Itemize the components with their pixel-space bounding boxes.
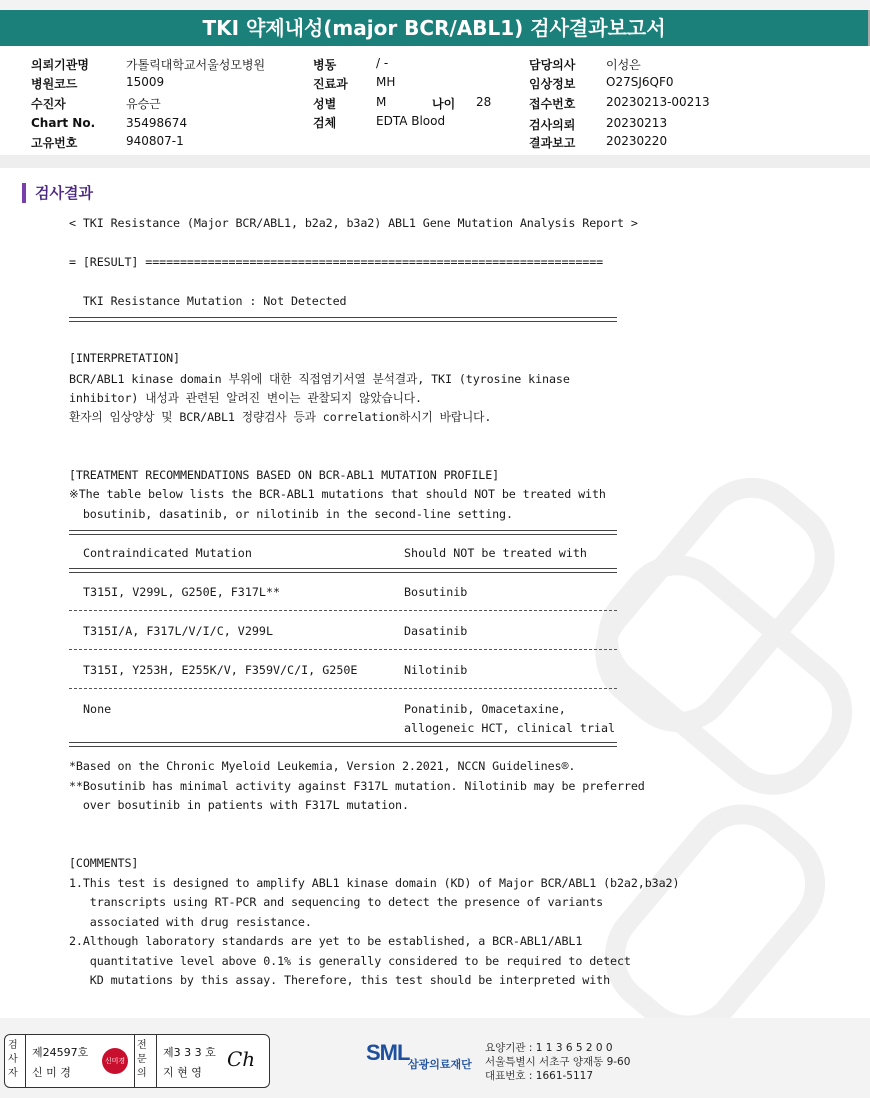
signature: Ch xyxy=(227,1047,256,1071)
info-label: 병동 xyxy=(313,58,337,72)
interpretation-line: BCR/ABL1 kinase domain 부위에 대한 직접염기서열 분석결과, TKI (tyrosine kinase xyxy=(69,372,570,386)
footnote: *Based on the Chronic Myeloid Leukemia, Version 2.2021, NCCN Guidelines®. xyxy=(69,759,576,773)
table-cell-drug: Dasatinib xyxy=(404,624,468,638)
info-label: 성별 xyxy=(313,97,337,111)
info-label: 임상정보 xyxy=(529,77,576,91)
inspector-license: 제24597호 xyxy=(32,1046,89,1059)
table-cell-mutation: None xyxy=(83,702,112,716)
rule xyxy=(69,530,617,535)
info-label: 의뢰기관명 xyxy=(31,58,89,72)
table-cell-drug: allogeneic HCT, clinical trial xyxy=(404,721,616,735)
inspector-name: 신 미 경 xyxy=(32,1066,71,1079)
info-label: 진료과 xyxy=(313,77,348,91)
comment-line: transcripts using RT-PCR and sequencing to detect the presence of variants xyxy=(69,895,604,909)
comment-line: KD mutations by this assay. Therefore, this test should be interpreted with xyxy=(69,973,611,987)
footnote: over bosutinib in patients with F317L mutation. xyxy=(69,798,409,812)
inspector-label: 검사자 xyxy=(8,1040,18,1079)
sml-logo: SML xyxy=(366,1040,410,1065)
divider xyxy=(25,1035,26,1087)
info-value: 35498674 xyxy=(126,116,188,130)
table-cell-drug: Nilotinib xyxy=(404,663,468,677)
specialist-label: 전문의 xyxy=(137,1040,147,1079)
info-value: 20230213-00213 xyxy=(606,95,710,109)
rule xyxy=(69,610,617,611)
table-header: Should NOT be treated with xyxy=(404,546,587,560)
result-line: TKI Resistance Mutation : Not Detected xyxy=(69,294,347,308)
age-value: 28 xyxy=(476,95,492,109)
info-label: 검사의뢰 xyxy=(529,118,576,132)
info-value: M xyxy=(376,95,387,109)
table-cell-mutation: T315I, V299L, G250E, F317L** xyxy=(83,585,281,599)
info-label: 접수번호 xyxy=(529,97,576,111)
interpretation-line: inhibitor) 내성과 관련된 알려진 변이는 관찰되지 않았습니다. xyxy=(69,391,422,405)
table-cell-drug: Bosutinib xyxy=(404,585,468,599)
divider xyxy=(156,1035,157,1087)
org-name: 삼광의료재단 xyxy=(408,1058,472,1071)
table-header: Contraindicated Mutation xyxy=(83,546,252,560)
interpretation-line: 환자의 임상양상 및 BCR/ABL1 정량검사 등과 correlation하시기 바랍니다. xyxy=(69,410,492,424)
info-label: 수진자 xyxy=(31,97,66,111)
comment-line: 2.Although laboratory standards are yet to be established, a BCR-ABL1/ABL1 xyxy=(69,934,583,948)
comment-line: associated with drug resistance. xyxy=(69,915,312,929)
info-value: 유승근 xyxy=(126,97,161,111)
info-label: 검체 xyxy=(313,116,337,130)
specialist-name: 지 현 영 xyxy=(163,1066,202,1079)
info-label: 고유번호 xyxy=(31,136,78,150)
org-code: 요양기관 : 1 1 3 6 5 2 0 0 xyxy=(485,1042,613,1054)
table-cell-drug: Ponatinib, Omacetaxine, xyxy=(404,702,566,716)
report-title: TKI 약제내성(major BCR/ABL1) 검사결과보고서 xyxy=(0,10,870,46)
table-cell-mutation: T315I, Y253H, E255K/V, F359V/C/I, G250E xyxy=(83,663,358,677)
info-value: MH xyxy=(376,75,396,89)
divider xyxy=(134,1035,135,1087)
info-label: Chart No. xyxy=(31,116,96,130)
table-cell-mutation: T315I/A, F317L/V/I/C, V299L xyxy=(83,624,273,638)
rule xyxy=(69,742,617,747)
comments-header: [COMMENTS] xyxy=(69,856,139,870)
info-value: 940807-1 xyxy=(126,134,184,148)
age-label: 나이 xyxy=(432,97,456,111)
result-header: = [RESULT] ================================================================== xyxy=(69,255,604,269)
info-value: / - xyxy=(376,56,389,70)
treatment-line: ※The table below lists the BCR-ABL1 mutations that should NOT be treated with xyxy=(69,487,606,501)
info-value: 20230220 xyxy=(606,134,668,148)
info-value: 가톨릭대학교서울성모병원 xyxy=(126,58,266,72)
info-value: O27SJ6QF0 xyxy=(606,75,674,89)
section-title: 검사결과 xyxy=(22,183,93,203)
rule xyxy=(69,568,617,573)
rule xyxy=(69,688,617,689)
footnote: **Bosutinib has minimal activity against F317L mutation. Nilotinib may be preferred xyxy=(69,779,645,793)
info-value: 이성은 xyxy=(606,58,641,72)
interpretation-header: [INTERPRETATION] xyxy=(69,351,180,365)
org-location: 서울특별시 서초구 양재동 9-60 xyxy=(485,1056,631,1068)
org-address xyxy=(485,1041,630,1083)
report-heading: < TKI Resistance (Major BCR/ABL1, b2a2, b3a2) ABL1 Gene Mutation Analysis Report > xyxy=(69,216,638,230)
info-value: 15009 xyxy=(126,75,165,89)
comment-line: 1.This test is designed to amplify ABL1 kinase domain (KD) of Major BCR/ABL1 (b2a2,b3a2) xyxy=(69,876,680,890)
seal-stamp: 신미경 xyxy=(102,1048,128,1074)
org-phone: 대표번호 : 1661-5117 xyxy=(485,1070,594,1082)
signature-box xyxy=(4,1034,270,1088)
rule xyxy=(69,317,617,322)
specialist-license: 제3 3 3 호 xyxy=(163,1046,216,1059)
treatment-line: bosutinib, dasatinib, or nilotinib in the second-line setting. xyxy=(69,507,513,521)
info-value: 20230213 xyxy=(606,116,668,130)
info-label: 병원코드 xyxy=(31,77,78,91)
treatment-header: [TREATMENT RECOMMENDATIONS BASED ON BCR-ABL1 MUTATION PROFILE] xyxy=(69,468,500,482)
divider xyxy=(0,155,870,168)
rule xyxy=(69,649,617,650)
info-label: 결과보고 xyxy=(529,136,576,150)
info-value: EDTA Blood xyxy=(376,114,446,128)
comment-line: quantitative level above 0.1% is generally considered to be required to detect xyxy=(69,954,631,968)
top-strip xyxy=(0,0,870,10)
info-label: 담당의사 xyxy=(529,58,576,72)
